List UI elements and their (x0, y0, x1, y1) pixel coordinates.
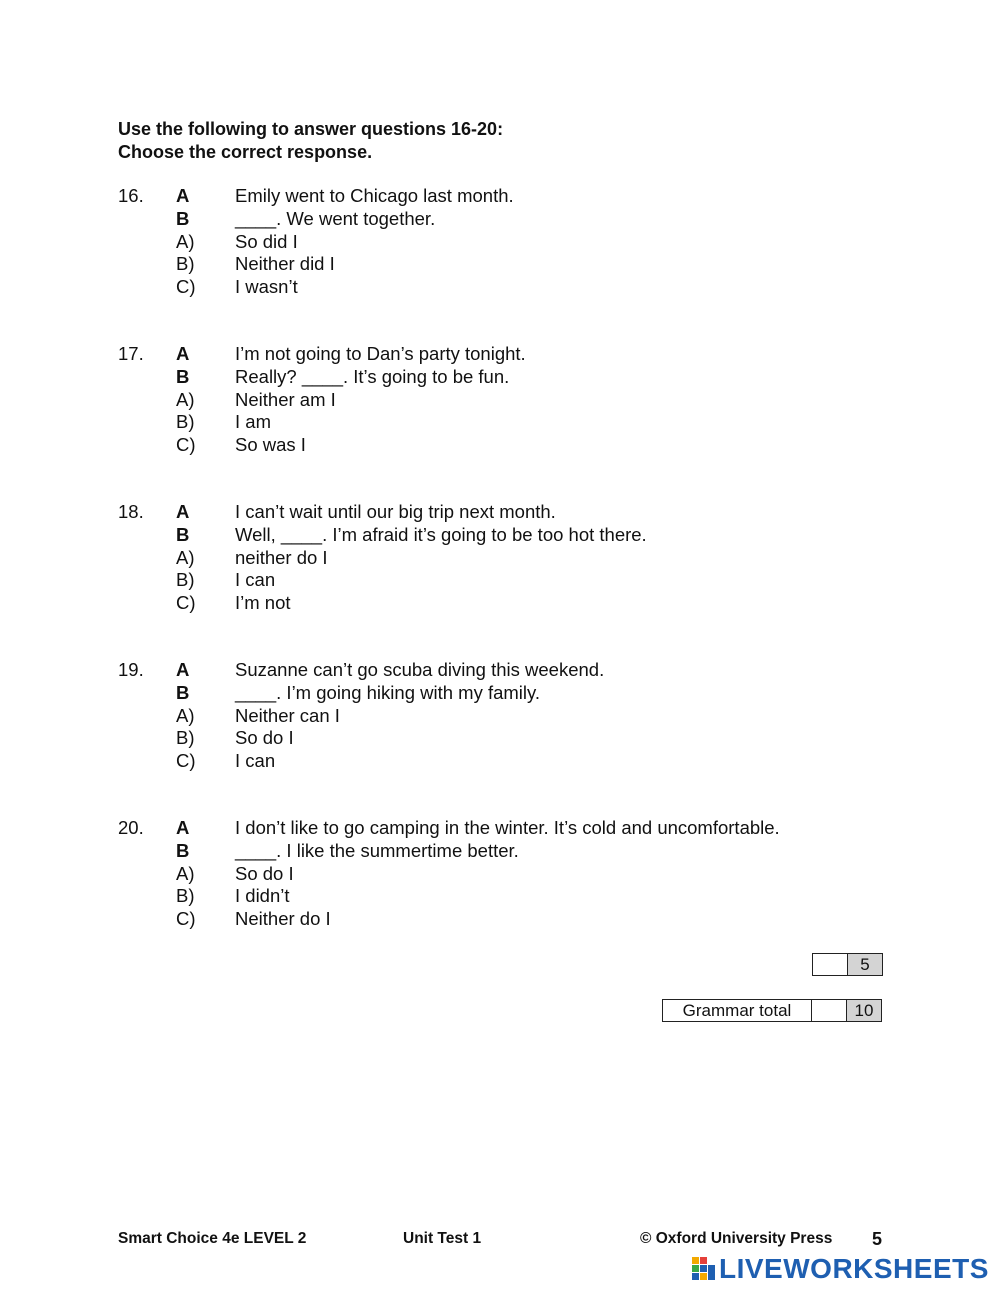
dialogue-line-a (118, 659, 878, 682)
question-number: 16. (118, 185, 144, 206)
option-text: I can (235, 569, 276, 591)
speaker-b-text: ____. I like the summertime better. (235, 839, 519, 861)
speaker-a-text: I don’t like to go camping in the winter. It’s cold and uncomfortable. (235, 817, 780, 838)
option-label: A) (176, 546, 195, 568)
speaker-b-label: B (176, 681, 190, 703)
option-text: Neither do I (235, 908, 331, 930)
page-number: 5 (872, 1229, 883, 1249)
speaker-a-label: A (176, 343, 190, 364)
footer-book-title: Smart Choice 4e LEVEL 2 (118, 1230, 307, 1247)
speaker-a-text: I can’t wait until our big trip next month. (235, 501, 556, 522)
grammar-total-label: Grammar total (663, 1000, 812, 1022)
option-c[interactable] (118, 434, 878, 457)
option-text: Neither am I (235, 388, 336, 410)
question-20 (118, 817, 878, 931)
option-text: I am (235, 411, 271, 433)
option-text: So do I (235, 862, 294, 884)
speaker-a-text: I’m not going to Dan’s party tonight. (235, 343, 526, 364)
option-c[interactable] (118, 276, 878, 299)
option-label: A) (176, 230, 195, 252)
grammar-total-box (662, 999, 882, 1022)
speaker-b-text: ____. I’m going hiking with my family. (235, 681, 541, 703)
liveworksheets-logo[interactable] (692, 1254, 989, 1284)
footer-test-name: Unit Test 1 (403, 1230, 482, 1247)
grammar-total-input[interactable] (812, 1000, 847, 1022)
dialogue-line-b (118, 524, 878, 547)
question-number: 19. (118, 659, 144, 680)
dialogue-line-b (118, 840, 878, 863)
option-text: So was I (235, 434, 306, 456)
option-label: A) (176, 862, 195, 884)
option-label: C) (176, 750, 196, 772)
option-label: C) (176, 908, 196, 930)
option-a[interactable] (118, 705, 878, 728)
dialogue-line-a (118, 185, 878, 208)
option-a[interactable] (118, 389, 878, 412)
option-label: C) (176, 592, 196, 614)
dialogue-line-a (118, 343, 878, 366)
option-label: C) (176, 434, 196, 456)
option-b[interactable] (118, 569, 878, 592)
option-c[interactable] (118, 592, 878, 615)
option-b[interactable] (118, 253, 878, 276)
option-text: So did I (235, 230, 298, 252)
section-score-box (812, 953, 883, 976)
option-c[interactable] (118, 750, 878, 773)
option-text: Neither can I (235, 704, 340, 726)
dialogue-line-a (118, 501, 878, 524)
liveworksheets-logo-text: LIVEWORKSHEETS (719, 1253, 989, 1284)
option-b[interactable] (118, 411, 878, 434)
option-label: B) (176, 253, 195, 275)
question-19 (118, 659, 878, 773)
instructions (118, 118, 503, 164)
speaker-a-label: A (176, 659, 190, 680)
option-label: B) (176, 727, 195, 749)
option-label: B) (176, 569, 195, 591)
speaker-b-label: B (176, 523, 190, 545)
option-text: Neither did I (235, 253, 335, 275)
option-c[interactable] (118, 908, 878, 931)
dialogue-line-b (118, 366, 878, 389)
footer-publisher: © Oxford University Press (640, 1230, 833, 1247)
speaker-a-label: A (176, 501, 190, 522)
option-text: I can (235, 750, 276, 772)
option-label: A) (176, 388, 195, 410)
speaker-b-text: Really? ____. It’s going to be fun. (235, 365, 510, 387)
speaker-b-text: Well, ____. I’m afraid it’s going to be too hot there. (235, 523, 647, 545)
speaker-b-label: B (176, 365, 190, 387)
dialogue-line-b (118, 682, 878, 705)
option-b[interactable] (118, 727, 878, 750)
option-label: C) (176, 276, 196, 298)
speaker-b-label: B (176, 207, 190, 229)
section-score-max: 5 (848, 954, 883, 976)
liveworksheets-logo-icon (692, 1257, 716, 1281)
option-a[interactable] (118, 547, 878, 570)
question-18 (118, 501, 878, 615)
option-label: A) (176, 704, 195, 726)
speaker-b-text: ____. We went together. (235, 207, 436, 229)
option-text: So do I (235, 727, 294, 749)
option-a[interactable] (118, 863, 878, 886)
question-number: 17. (118, 343, 144, 364)
instructions-line-2: Choose the correct response. (118, 142, 373, 162)
question-number: 20. (118, 817, 144, 838)
dialogue-line-a (118, 817, 878, 840)
option-text: I didn’t (235, 885, 290, 907)
speaker-a-text: Emily went to Chicago last month. (235, 185, 514, 206)
grammar-total-max: 10 (847, 1000, 882, 1022)
speaker-a-label: A (176, 185, 190, 206)
question-number: 18. (118, 501, 144, 522)
option-b[interactable] (118, 885, 878, 908)
instructions-line-1: Use the following to answer questions 16-20: (118, 119, 504, 139)
question-16 (118, 185, 878, 299)
speaker-a-label: A (176, 817, 190, 838)
dialogue-line-b (118, 208, 878, 231)
speaker-b-label: B (176, 839, 190, 861)
option-text: I’m not (235, 592, 291, 614)
section-score-input[interactable] (813, 954, 848, 976)
option-a[interactable] (118, 231, 878, 254)
speaker-a-text: Suzanne can’t go scuba diving this weekend. (235, 659, 605, 680)
question-17 (118, 343, 878, 457)
option-text: neither do I (235, 546, 328, 568)
option-label: B) (176, 411, 195, 433)
option-label: B) (176, 885, 195, 907)
option-text: I wasn’t (235, 276, 298, 298)
